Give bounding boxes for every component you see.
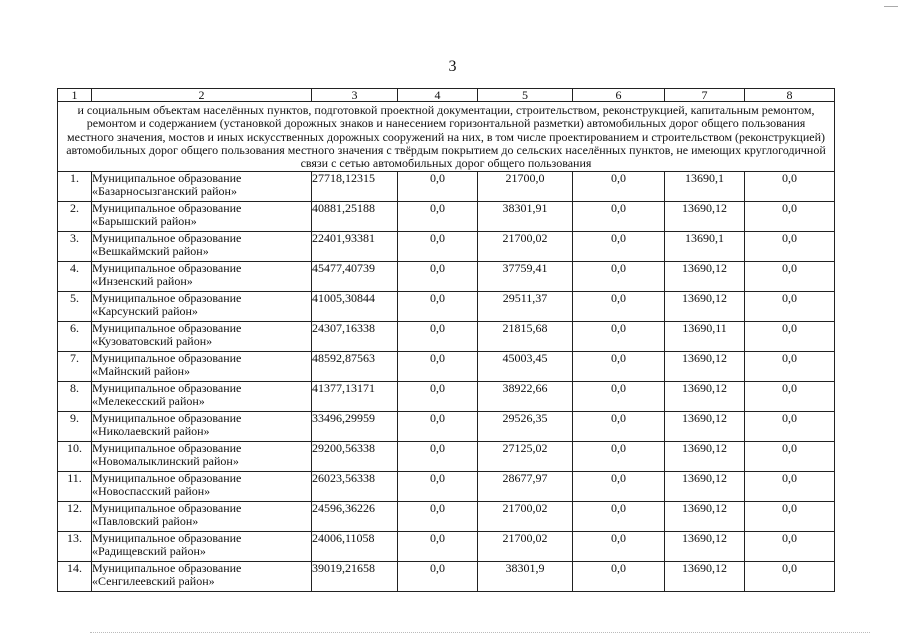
municipality-type: Муниципальное образование — [92, 171, 242, 186]
municipality-type: Муниципальное образование — [92, 351, 242, 366]
column-number: 6 — [573, 89, 665, 102]
value-col-8: 0,0 — [745, 532, 835, 562]
row-number: 12. — [58, 502, 92, 532]
value-col-7: 13690,12 — [665, 382, 745, 412]
value-col-7: 13690,11 — [665, 322, 745, 352]
municipality-name — [92, 382, 312, 412]
municipality-district: «Радищевский район» — [92, 544, 206, 559]
municipality-type: Муниципальное образование — [92, 561, 242, 576]
value-col-4: 0,0 — [398, 502, 478, 532]
column-number: 7 — [665, 89, 745, 102]
municipality-type: Муниципальное образование — [92, 291, 242, 306]
value-col-8: 0,0 — [745, 232, 835, 262]
row-number: 7. — [58, 352, 92, 382]
value-col-6: 0,0 — [573, 262, 665, 292]
municipality-district: «Майнский район» — [92, 364, 191, 379]
municipality-district: «Мелекесский район» — [92, 394, 205, 409]
value-col-3: 45477,40739 — [312, 262, 398, 292]
municipality-name — [92, 352, 312, 382]
municipality-name — [92, 472, 312, 502]
municipality-name — [92, 532, 312, 562]
value-col-8: 0,0 — [745, 412, 835, 442]
table-row — [58, 412, 835, 442]
value-col-5: 38301,9 — [478, 562, 573, 592]
value-col-3: 41377,13171 — [312, 382, 398, 412]
scan-corner-mark — [884, 6, 898, 13]
municipality-name — [92, 292, 312, 322]
value-col-6: 0,0 — [573, 202, 665, 232]
table-row — [58, 562, 835, 592]
value-col-5: 21815,68 — [478, 322, 573, 352]
municipality-type: Муниципальное образование — [92, 231, 242, 246]
municipality-name — [92, 322, 312, 352]
row-number: 14. — [58, 562, 92, 592]
table-row — [58, 232, 835, 262]
value-col-8: 0,0 — [745, 352, 835, 382]
municipality-name — [92, 262, 312, 292]
value-col-7: 13690,1 — [665, 172, 745, 202]
value-col-5: 28677,97 — [478, 472, 573, 502]
municipality-type: Муниципальное образование — [92, 531, 242, 546]
municipality-type: Муниципальное образование — [92, 321, 242, 336]
value-col-4: 0,0 — [398, 532, 478, 562]
value-col-3: 41005,30844 — [312, 292, 398, 322]
page-number: 3 — [448, 58, 457, 75]
table-row — [58, 172, 835, 202]
section-description: и социальным объектам населённых пунктов, подготовкой проектной документации, строительством, реконструкцией, капитальным ремонтом, ремонтом и содержанием (установкой дорожных знаков и нанесением горизонтальной разметки) автомобильных дорог общего пользования местного значения, мостов и иных искусственных дорожных сооружений на них, в том числе проектированием и строительством (реконструкцией) автомобильных дорог общего пользования местного значения с твёрдым покрытием до сельских населённых пунктов, не имеющих круглогодичной связи с сетью автомобильных дорог общего пользования — [58, 102, 835, 172]
value-col-8: 0,0 — [745, 382, 835, 412]
municipality-type: Муниципальное образование — [92, 411, 242, 426]
municipality-type: Муниципальное образование — [92, 471, 242, 486]
row-number: 8. — [58, 382, 92, 412]
table-row — [58, 502, 835, 532]
row-number: 11. — [58, 472, 92, 502]
value-col-5: 21700,0 — [478, 172, 573, 202]
value-col-3: 22401,93381 — [312, 232, 398, 262]
municipality-type: Муниципальное образование — [92, 381, 242, 396]
value-col-6: 0,0 — [573, 532, 665, 562]
value-col-3: 48592,87563 — [312, 352, 398, 382]
value-col-6: 0,0 — [573, 352, 665, 382]
municipality-district: «Барышский район» — [92, 214, 197, 229]
value-col-6: 0,0 — [573, 172, 665, 202]
row-number: 5. — [58, 292, 92, 322]
value-col-4: 0,0 — [398, 322, 478, 352]
value-col-6: 0,0 — [573, 292, 665, 322]
value-col-6: 0,0 — [573, 232, 665, 262]
value-col-4: 0,0 — [398, 172, 478, 202]
column-number: 1 — [58, 89, 92, 102]
table-row — [58, 262, 835, 292]
table-row — [58, 472, 835, 502]
municipality-district: «Сенгилеевский район» — [92, 574, 215, 589]
row-number: 9. — [58, 412, 92, 442]
value-col-3: 40881,25188 — [312, 202, 398, 232]
value-col-4: 0,0 — [398, 352, 478, 382]
table-row — [58, 292, 835, 322]
value-col-7: 13690,12 — [665, 562, 745, 592]
value-col-5: 21700,02 — [478, 502, 573, 532]
value-col-4: 0,0 — [398, 262, 478, 292]
municipality-name — [92, 232, 312, 262]
value-col-8: 0,0 — [745, 262, 835, 292]
value-col-7: 13690,12 — [665, 532, 745, 562]
municipality-name — [92, 172, 312, 202]
row-number: 13. — [58, 532, 92, 562]
row-number: 3. — [58, 232, 92, 262]
value-col-7: 13690,12 — [665, 352, 745, 382]
value-col-4: 0,0 — [398, 442, 478, 472]
municipality-district: «Карсунский район» — [92, 304, 198, 319]
column-number: 5 — [478, 89, 573, 102]
value-col-3: 26023,56338 — [312, 472, 398, 502]
value-col-5: 27125,02 — [478, 442, 573, 472]
value-col-3: 24596,36226 — [312, 502, 398, 532]
value-col-8: 0,0 — [745, 562, 835, 592]
row-number: 6. — [58, 322, 92, 352]
value-col-4: 0,0 — [398, 202, 478, 232]
row-number: 1. — [58, 172, 92, 202]
municipality-district: «Инзенский район» — [92, 274, 193, 289]
column-number-row — [58, 89, 835, 102]
municipality-district: «Николаевский район» — [92, 424, 210, 439]
table-row — [58, 322, 835, 352]
value-col-6: 0,0 — [573, 322, 665, 352]
municipality-name — [92, 202, 312, 232]
municipality-type: Муниципальное образование — [92, 261, 242, 276]
municipality-district: «Кузоватовский район» — [92, 334, 213, 349]
value-col-7: 13690,12 — [665, 292, 745, 322]
table-row — [58, 382, 835, 412]
municipality-name — [92, 502, 312, 532]
municipality-type: Муниципальное образование — [92, 501, 242, 516]
value-col-3: 29200,56338 — [312, 442, 398, 472]
value-col-4: 0,0 — [398, 232, 478, 262]
value-col-4: 0,0 — [398, 412, 478, 442]
municipality-type: Муниципальное образование — [92, 201, 242, 216]
value-col-8: 0,0 — [745, 502, 835, 532]
value-col-4: 0,0 — [398, 562, 478, 592]
budget-table — [57, 88, 835, 592]
value-col-3: 33496,29959 — [312, 412, 398, 442]
value-col-3: 27718,12315 — [312, 172, 398, 202]
value-col-5: 21700,02 — [478, 532, 573, 562]
value-col-3: 24006,11058 — [312, 532, 398, 562]
value-col-5: 21700,02 — [478, 232, 573, 262]
row-number: 10. — [58, 442, 92, 472]
value-col-7: 13690,12 — [665, 262, 745, 292]
scan-artifact-line — [90, 632, 870, 634]
value-col-7: 13690,1 — [665, 232, 745, 262]
value-col-6: 0,0 — [573, 412, 665, 442]
value-col-7: 13690,12 — [665, 412, 745, 442]
value-col-5: 38301,91 — [478, 202, 573, 232]
value-col-7: 13690,12 — [665, 472, 745, 502]
municipality-name — [92, 412, 312, 442]
column-number: 4 — [398, 89, 478, 102]
value-col-6: 0,0 — [573, 562, 665, 592]
table-row — [58, 442, 835, 472]
municipality-name — [92, 562, 312, 592]
column-number: 3 — [312, 89, 398, 102]
row-number: 2. — [58, 202, 92, 232]
row-number: 4. — [58, 262, 92, 292]
value-col-6: 0,0 — [573, 442, 665, 472]
section-description-row — [58, 102, 835, 172]
value-col-5: 29511,37 — [478, 292, 573, 322]
value-col-8: 0,0 — [745, 292, 835, 322]
municipality-type: Муниципальное образование — [92, 441, 242, 456]
value-col-4: 0,0 — [398, 472, 478, 502]
municipality-district: «Базарносызганский район» — [92, 184, 237, 199]
value-col-8: 0,0 — [745, 172, 835, 202]
value-col-3: 39019,21658 — [312, 562, 398, 592]
value-col-5: 38922,66 — [478, 382, 573, 412]
value-col-8: 0,0 — [745, 442, 835, 472]
column-number: 2 — [92, 89, 312, 102]
value-col-8: 0,0 — [745, 202, 835, 232]
municipality-name — [92, 442, 312, 472]
value-col-4: 0,0 — [398, 292, 478, 322]
value-col-8: 0,0 — [745, 322, 835, 352]
column-number: 8 — [745, 89, 835, 102]
value-col-7: 13690,12 — [665, 202, 745, 232]
value-col-6: 0,0 — [573, 472, 665, 502]
value-col-5: 37759,41 — [478, 262, 573, 292]
value-col-6: 0,0 — [573, 502, 665, 532]
value-col-7: 13690,12 — [665, 442, 745, 472]
municipality-district: «Павловский район» — [92, 514, 199, 529]
table-row — [58, 352, 835, 382]
value-col-5: 29526,35 — [478, 412, 573, 442]
value-col-7: 13690,12 — [665, 502, 745, 532]
value-col-5: 45003,45 — [478, 352, 573, 382]
table-row — [58, 532, 835, 562]
value-col-8: 0,0 — [745, 472, 835, 502]
municipality-district: «Новомалыклинский район» — [92, 454, 239, 469]
municipality-district: «Вешкаймский район» — [92, 244, 209, 259]
table-row — [58, 202, 835, 232]
value-col-4: 0,0 — [398, 382, 478, 412]
value-col-6: 0,0 — [573, 382, 665, 412]
municipality-district: «Новоспасский район» — [92, 484, 211, 499]
value-col-3: 24307,16338 — [312, 322, 398, 352]
